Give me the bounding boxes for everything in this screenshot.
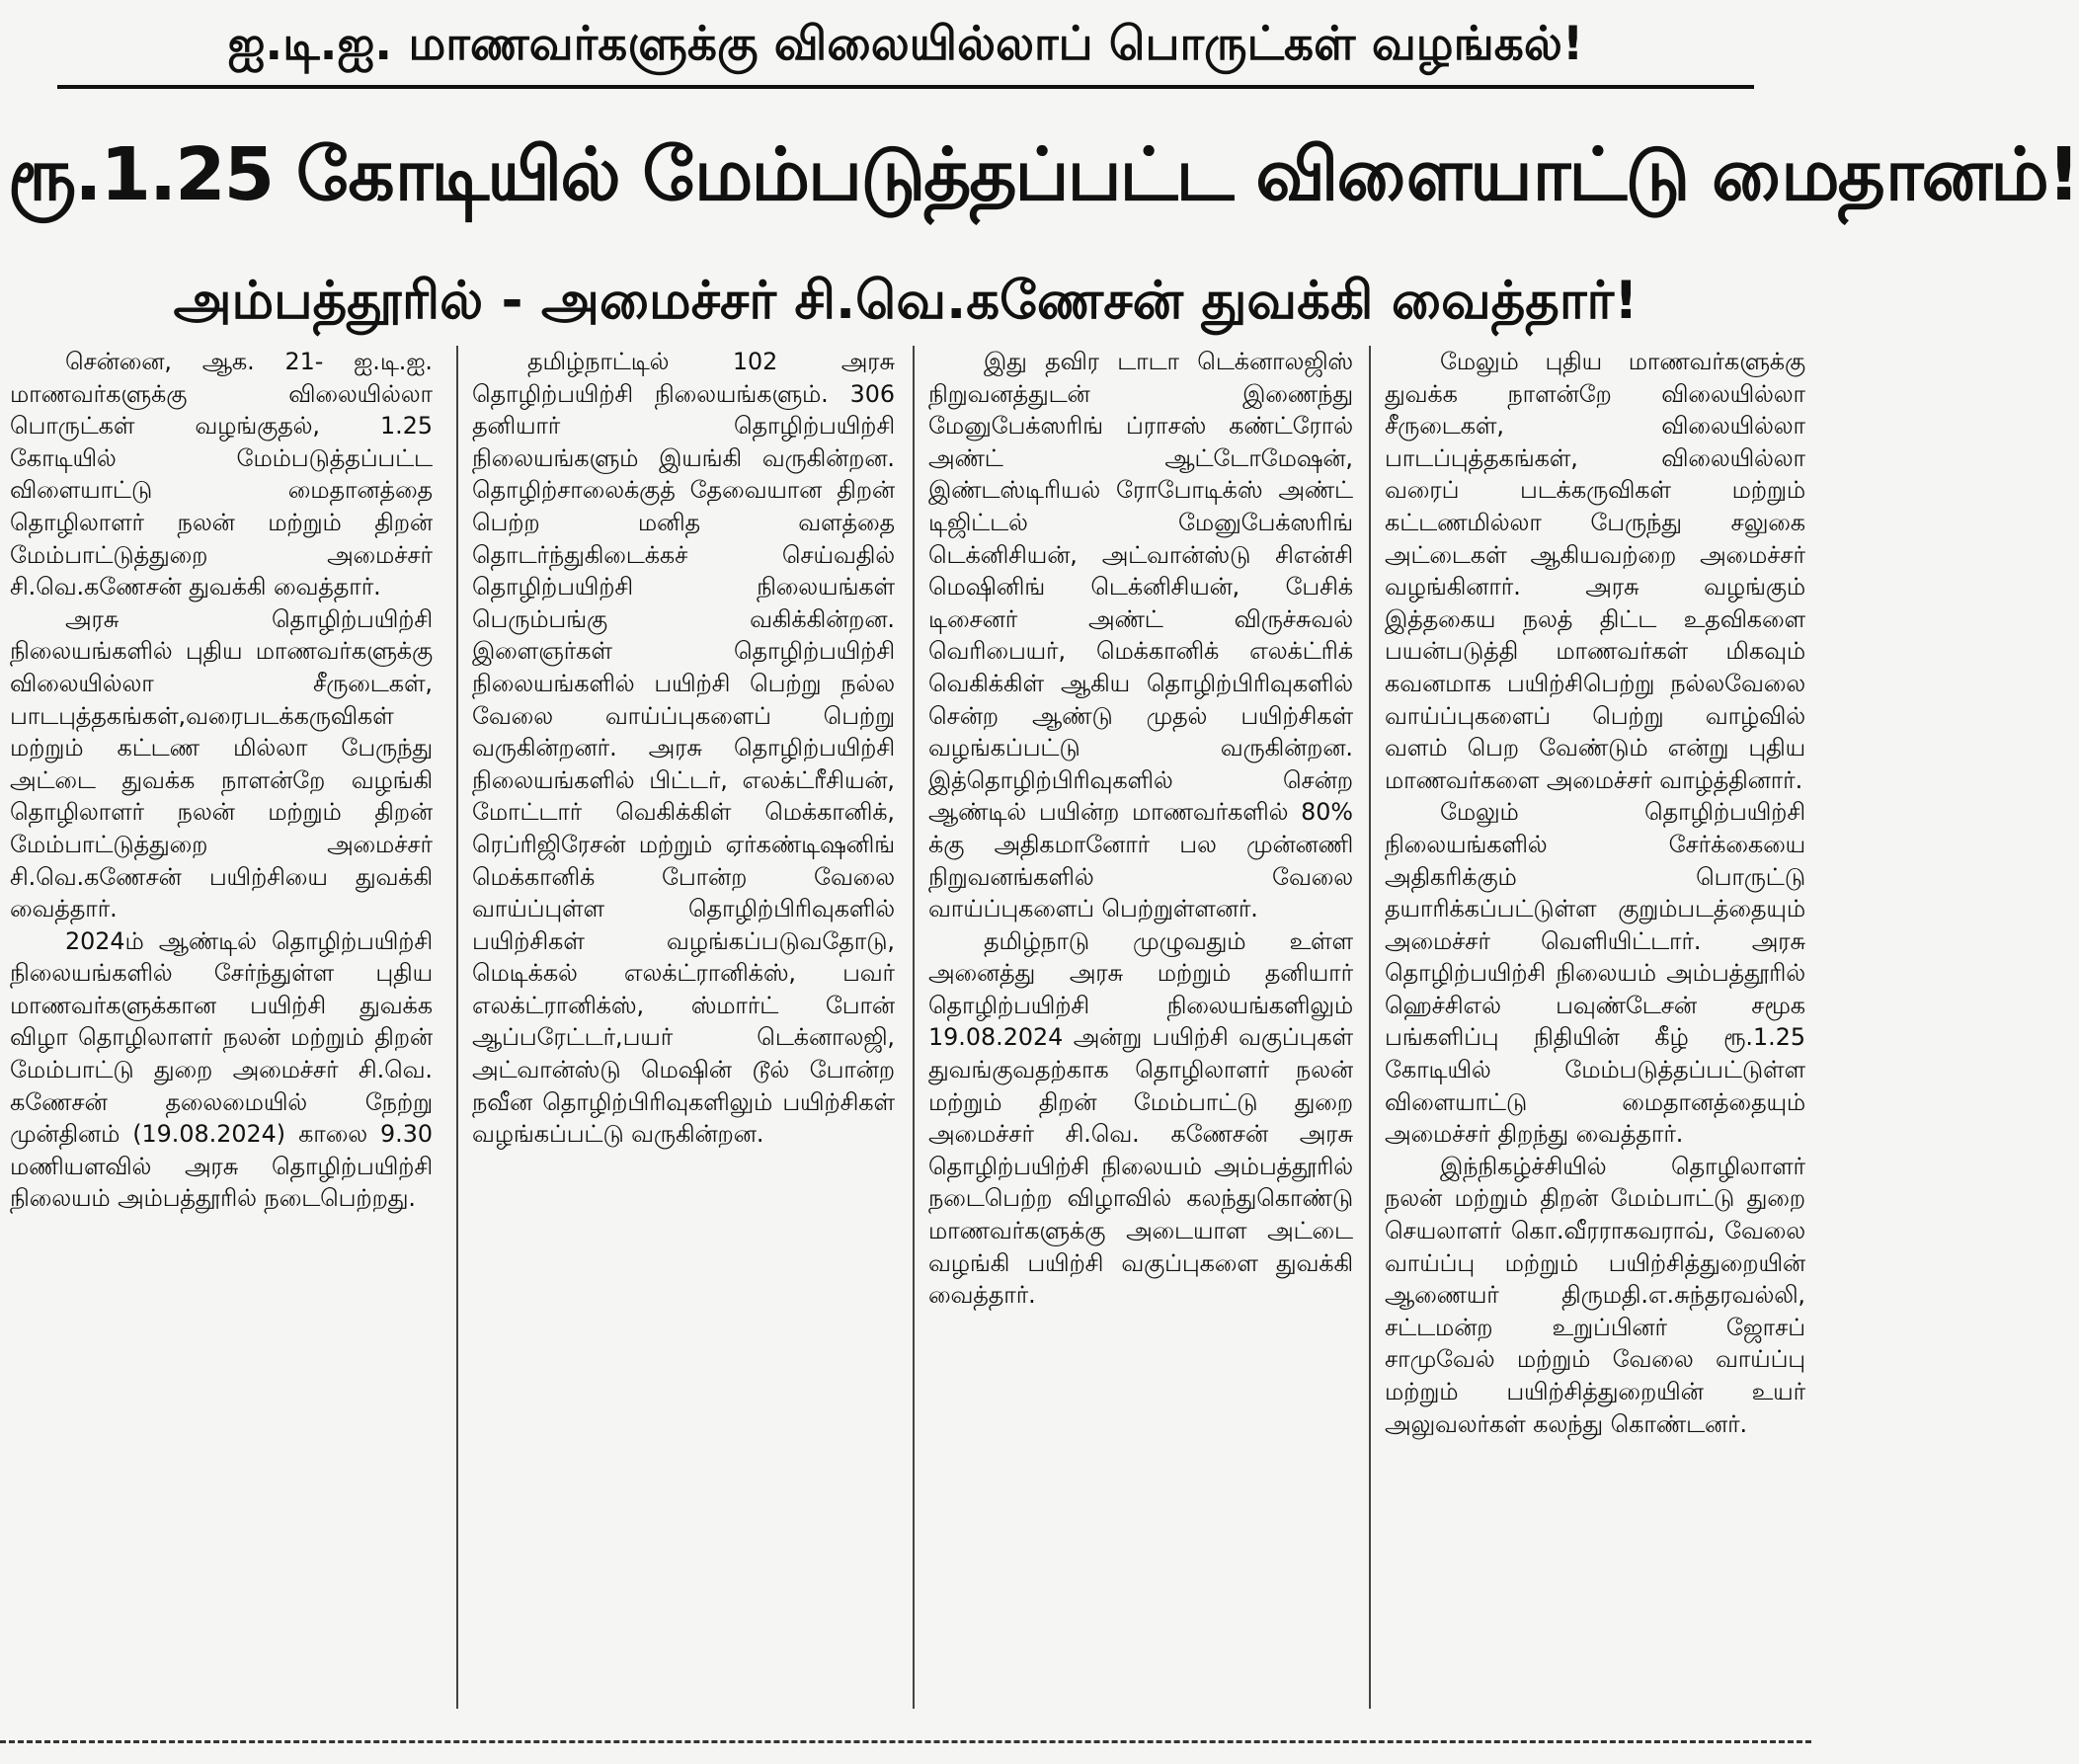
bottom-dashed-rule [0, 1740, 1811, 1743]
article-paragraph: இந்நிகழ்ச்சியில் தொழிலாளர் நலன் மற்றும் திறன் மேம்பாட்டு துறை செயலாளர் கொ.வீரராகவராவ், வேலை வாய்ப்பு மற்றும் பயிற்சித்துறையின் ஆணையர் திருமதி.எ.சுந்தரவல்லி, சட்டமன்ற உறுப்பினர் ஜோசப் சாமுவேல் மற்றும் வேலை வாய்ப்பு மற்றும் பயிற்சித்துறையின் உயர் அலுவலர்கள் கலந்து கொண்டனர். [1385, 1152, 1805, 1438]
article-paragraph: தமிழ்நாடு முழுவதும் உள்ள அனைத்து அரசு மற்றும் தனியார் தொழிற்பயிற்சி நிலையங்களிலும் 19.08.2024 அன்று பயிற்சி வகுப்புகள் துவங்குவதற்காக தொழிலாளர் நலன் மற்றும் திறன் மேம்பாட்டு துறை அமைச்சர் சி.வெ. கணேசன் அரசு தொழிற்பயிற்சி நிலையம் அம்பத்தூரில் நடைபெற்ற விழாவில் கலந்துகொண்டு மாணவர்களுக்கு அடையாள அட்டை வழங்கி பயிற்சி வகுப்புகளை துவக்கி வைத்தார். [928, 926, 1353, 1310]
article-paragraph: சென்னை, ஆக. 21- ஐ.டி.ஐ. மாணவர்களுக்கு விலையில்லா பொருட்கள் வழங்குதல், 1.25 கோடியில் மேம்படுத்தப்பட்ட விளையாட்டு மைதானத்தை தொழிலாளர் நலன் மற்றும் திறன் மேம்பாட்டுத்துறை அமைச்சர் சி.வெ.கணேசன் துவக்கி வைத்தார். [10, 348, 433, 601]
kicker-underline [57, 85, 1754, 89]
article-paragraph: அரசு தொழிற்பயிற்சி நிலையங்களில் புதிய மாணவர்களுக்கு விலையில்லா சீருடைகள், பாடபுத்தகங்கள்,வரைபடக்கருவிகள் மற்றும் கட்டண மில்லா பேருந்து அட்டை துவக்க நாளன்றே வழங்கி தொழிலாளர் நலன் மற்றும் திறன் மேம்பாட்டுத்துறை அமைச்சர் சி.வெ.கணேசன் பயிற்சியை துவக்கி வைத்தார். [10, 604, 433, 923]
article-column-3 [928, 346, 1353, 1719]
article-paragraph: இது தவிர டாடா டெக்னாலஜிஸ் நிறுவனத்துடன் இணைந்து மேனுபேக்ஸரிங் ப்ராசஸ் கண்ட்ரோல் அண்ட் ஆட்டோமேஷன், இண்டஸ்டிரியல் ரோபோடிக்ஸ் அண்ட் டிஜிட்டல் மேனுபேக்ஸரிங் டெக்னிசியன், அட்வான்ஸ்டு சிஎன்சி மெஷினிங் டெக்னிசியன், பேசிக் டிசைனர் அண்ட் விருச்சுவல் வெரிபையர், மெக்கானிக் எலக்ட்ரிக் வெகிக்கிள் ஆகிய தொழிற்பிரிவுகளில் சென்ற ஆண்டு முதல் பயிற்சிகள் வழங்கப்பட்டு வருகின்றன. இத்தொழிற்பிரிவுகளில் சென்ற ஆண்டில் பயின்ற மாணவர்களில் 80% க்கு அதிகமானோர் பல முன்னணி நிறுவனங்களில் வேலை வாய்ப்புகளைப் பெற்றுள்ளனர். [928, 348, 1353, 923]
main-headline: ரூ.1.25 கோடியில் மேம்படுத்தப்பட்ட விளையாட்டு மைதானம்! [8, 132, 2079, 217]
column-divider [1369, 346, 1371, 1709]
article-column-1 [10, 346, 433, 1719]
sub-headline: அம்பத்தூரில் - அமைச்சர் சி.வெ.கணேசன் துவக்கி வைத்தார்! [173, 271, 1639, 331]
article-column-2 [472, 346, 895, 1719]
column-divider [456, 346, 458, 1709]
article-column-4 [1385, 346, 1805, 1719]
column-divider [913, 346, 915, 1709]
article-paragraph: தமிழ்நாட்டில் 102 அரசு தொழிற்பயிற்சி நிலையங்களும். 306 தனியார் தொழிற்பயிற்சி நிலையங்களும் இயங்கி வருகின்றன. தொழிற்சாலைக்குத் தேவையான திறன் பெற்ற மனித வளத்தை தொடர்ந்துகிடைக்கச் செய்வதில் தொழிற்பயிற்சி நிலையங்கள் பெரும்பங்கு வகிக்கின்றன. இளைஞர்கள் தொழிற்பயிற்சி நிலையங்களில் பயிற்சி பெற்று நல்ல வேலை வாய்ப்புகளைப் பெற்று வருகின்றனர். அரசு தொழிற்பயிற்சி நிலையங்களில் பிட்டர், எலக்ட்ரீசியன், மோட்டார் வெகிக்கிள் மெக்கானிக், ரெப்ரிஜிரேசன் மற்றும் ஏர்கண்டிஷனிங் மெக்கானிக் போன்ற வேலை வாய்ப்புள்ள தொழிற்பிரிவுகளில் பயிற்சிகள் வழங்கப்படுவதோடு, மெடிக்கல் எலக்ட்ரானிக்ஸ், பவர் எலக்ட்ரானிக்ஸ், ஸ்மார்ட் போன் ஆப்பரேட்டர்,பயர் டெக்னாலஜி, அட்வான்ஸ்டு மெஷின் டூல் போன்ற நவீன தொழிற்பிரிவுகளிலும் பயிற்சிகள் வழங்கப்பட்டு வருகின்றன. [472, 348, 895, 1149]
article-paragraph: மேலும் தொழிற்பயிற்சி நிலையங்களில் சேர்க்கையை அதிகரிக்கும் பொருட்டு தயாரிக்கப்பட்டுள்ள குறும்படத்தையும் அமைச்சர் வெளியிட்டார். அரசு தொழிற்பயிற்சி நிலையம் அம்பத்தூரில் ஹெச்சிஎல் பவுண்டேசன் சமூக பங்களிப்பு நிதியின் கீழ் ரூ.1.25 கோடியில் மேம்படுத்தப்பட்டுள்ள விளையாட்டு மைதானத்தையும் அமைச்சர் திறந்து வைத்தார். [1385, 798, 1805, 1149]
article-paragraph: மேலும் புதிய மாணவர்களுக்கு துவக்க நாளன்றே விலையில்லா சீருடைகள், விலையில்லா பாடப்புத்தகங்கள், விலையில்லா வரைப் படக்கருவிகள் மற்றும் கட்டணமில்லா பேருந்து சலுகை அட்டைகள் ஆகியவற்றை அமைச்சர் வழங்கினார். அரசு வழங்கும் இத்தகைய நலத் திட்ட உதவிகளை பயன்படுத்தி மாணவர்கள் மிகவும் கவனமாக பயிற்சிபெற்று நல்லவேலை வாய்ப்புகளைப் பெற்று வாழ்வில் வளம் பெற வேண்டும் என்று புதிய மாணவர்களை அமைச்சர் வாழ்த்தினார். [1385, 348, 1805, 794]
kicker-headline: ஐ.டி.ஐ. மாணவர்களுக்கு விலையில்லாப் பொருட்கள் வழங்கல்! [227, 17, 1584, 71]
article-paragraph: 2024ம் ஆண்டில் தொழிற்பயிற்சி நிலையங்களில் சேர்ந்துள்ள புதிய மாணவர்களுக்கான பயிற்சி துவக்க விழா தொழிலாளர் நலன் மற்றும் திறன் மேம்பாட்டு துறை அமைச்சர் சி.வெ. கணேசன் தலைமையில் நேற்று முன்தினம் (19.08.2024) காலை 9.30 மணியளவில் அரசு தொழிற்பயிற்சி நிலையம் அம்பத்தூரில் நடைபெற்றது. [10, 926, 433, 1213]
